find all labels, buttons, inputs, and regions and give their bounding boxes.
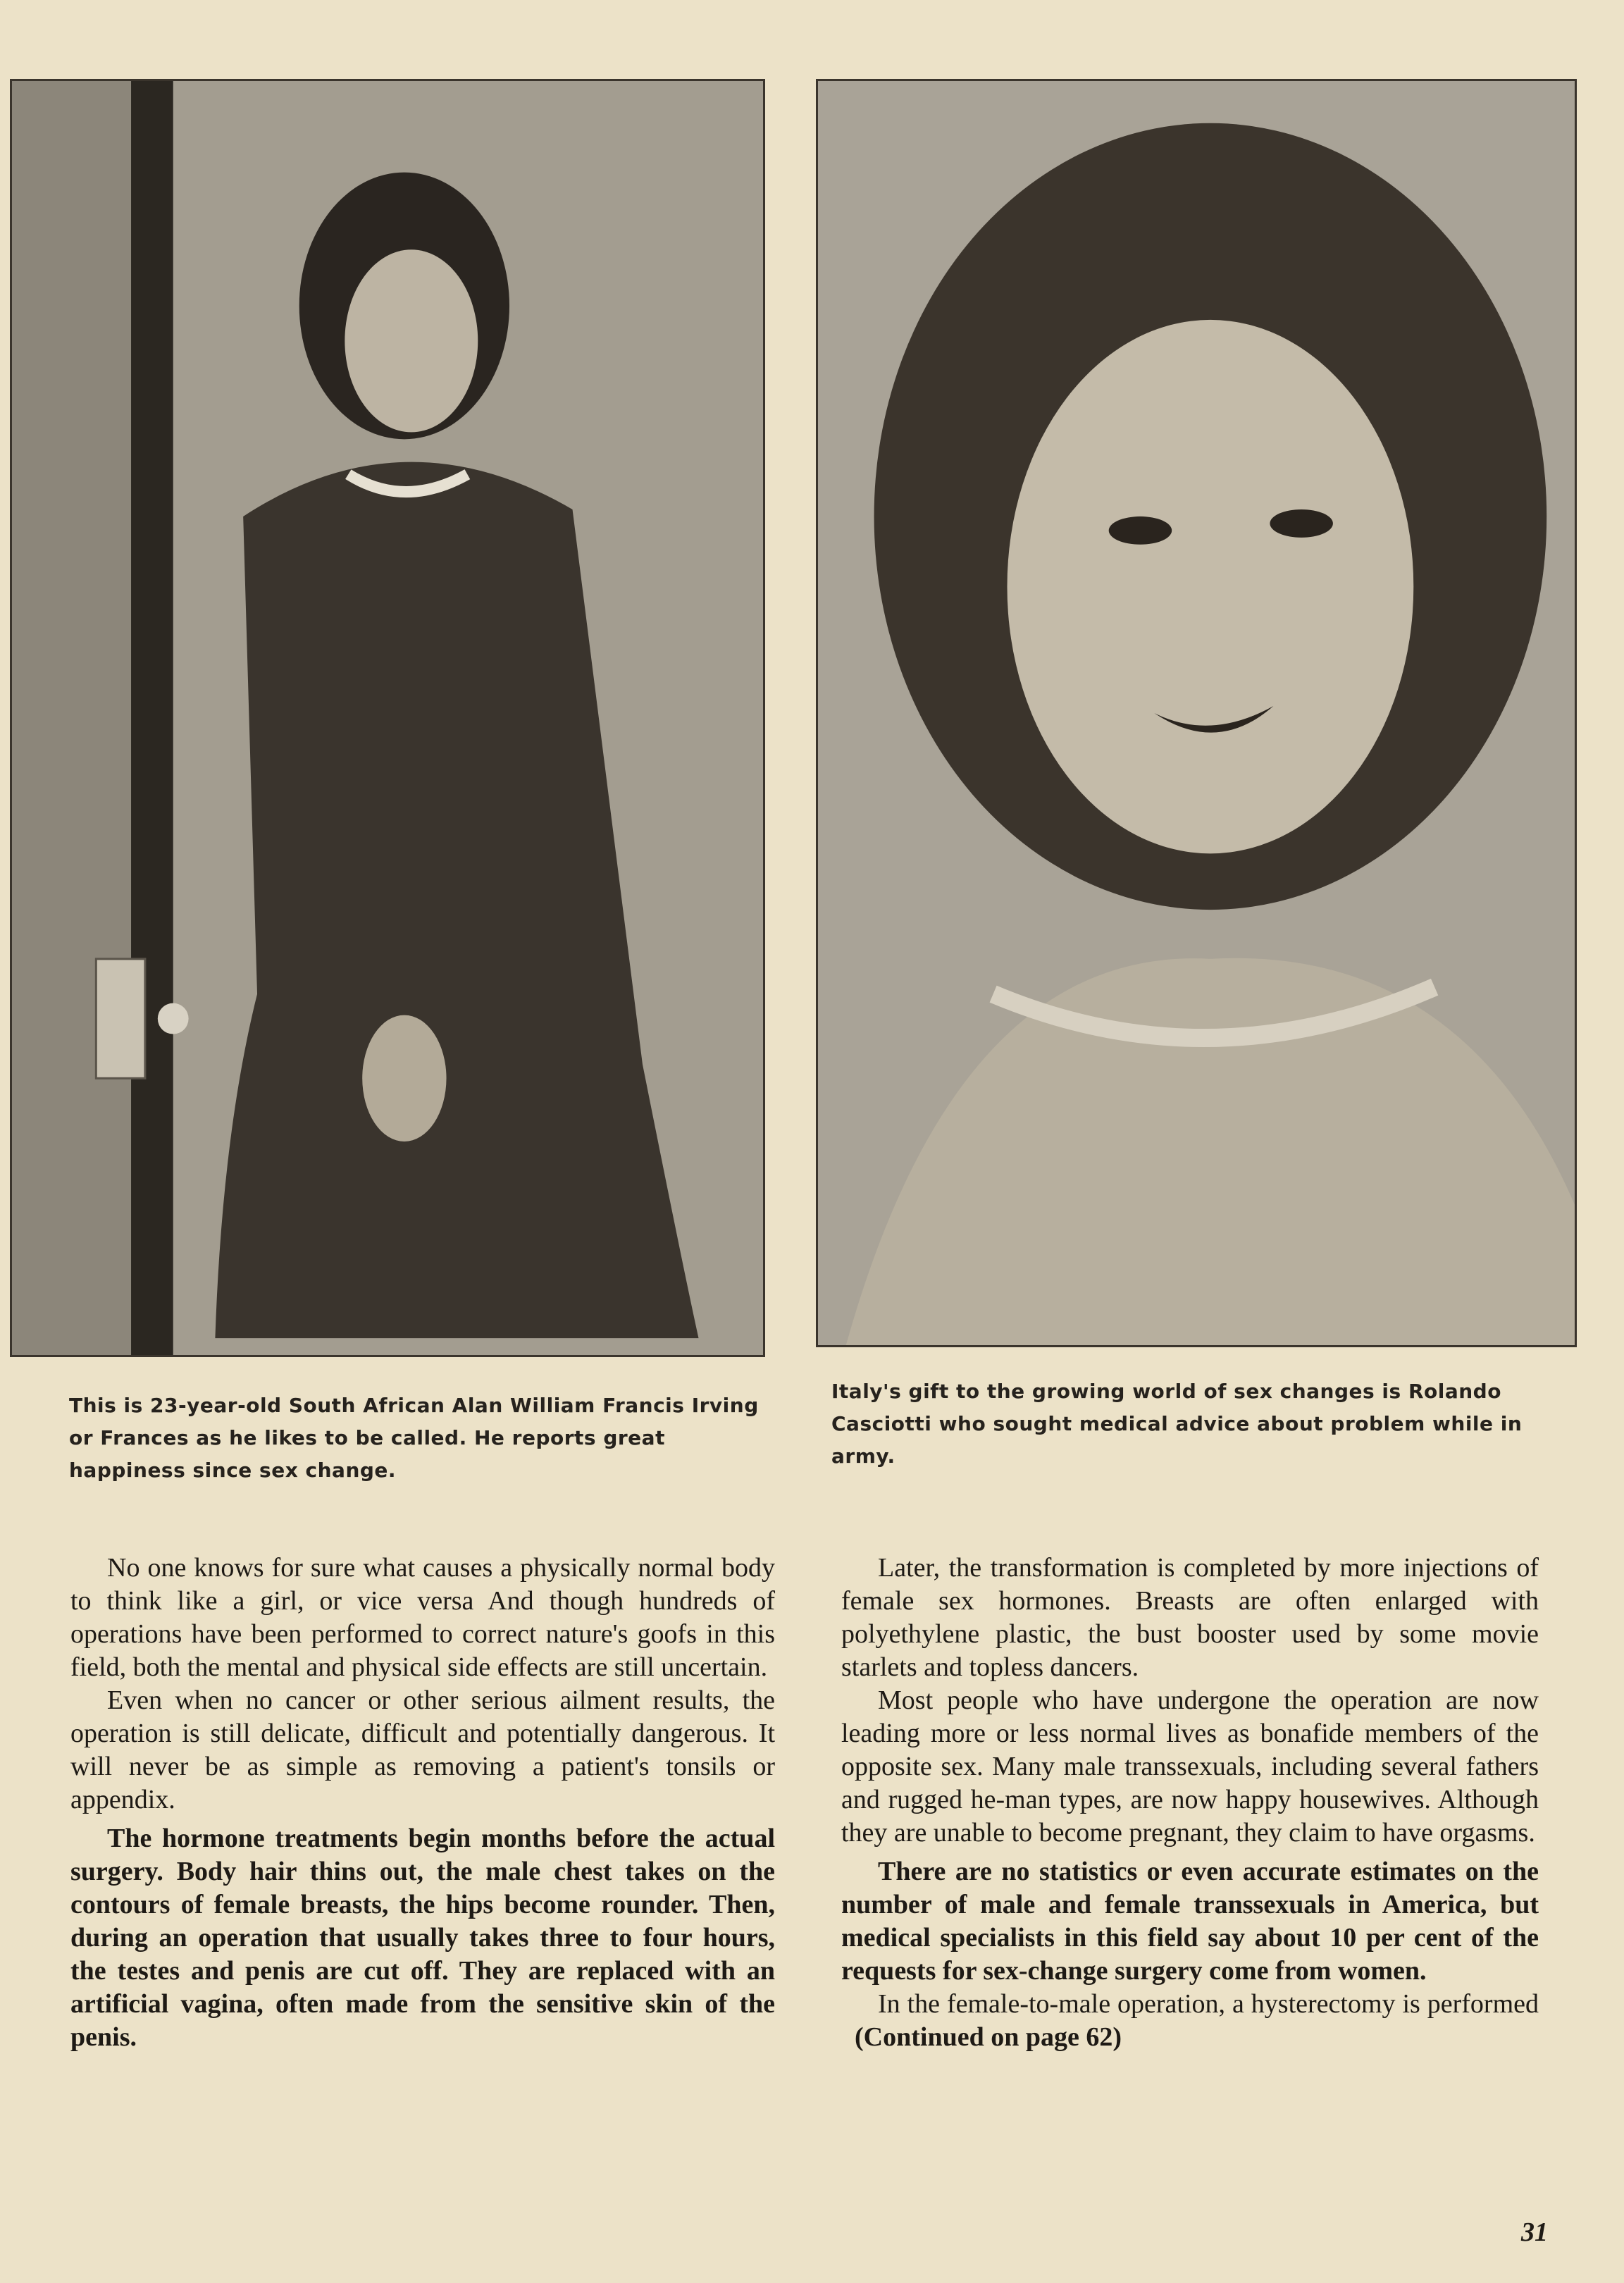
paragraph-bold: There are no statistics or even accurate estimates on the number of male and female transsexuals in America, but medical specialists in this field say about 10 per cent of the requests for sex-change surgery come from women.: [841, 1857, 1539, 1986]
paragraph-bold: The hormone treatments begin months before the actual surgery. Body hair thins out, the male chest takes on the contours of female breasts, the hips become rounder. Then, during an operation that usually takes three to four hours, the testes and penis are cut off. They are replaced with an artificial vagina, often made from the sensitive skin of the penis.: [70, 1824, 775, 2052]
photo-rolando-casciotti: [816, 79, 1577, 1347]
paragraph: Later, the transformation is completed by more injections of female sex hormones. Breasts are often enlarged with polyethylene plastic, the bust booster used by some movie starlets and topless dancers.: [841, 1553, 1539, 1682]
final-paragraph-text: In the female-to-male operation, a hysterectomy is performed: [878, 1989, 1539, 2019]
photo-frances-irving: [10, 79, 765, 1357]
paragraph: No one knows for sure what causes a physically normal body to think like a girl, or vice versa And though hundreds of operations have been performed to correct nature's goofs in this field, both the mental and physical side effects are still uncertain.: [70, 1553, 775, 1682]
continued-note: (Continued on page 62): [855, 2022, 1122, 2052]
paragraph-final: [841, 1988, 1539, 2054]
article-column-left: [70, 1552, 775, 2054]
article-column-right: [841, 1552, 1539, 2054]
paragraph: Most people who have undergone the operation are now leading more or less normal lives as bonafide members of the opposite sex. Many male transsexuals, including several fathers and rugged he-man types, are now happy housewives. Although they are unable to become pregnant, they claim to have orgasms.: [841, 1685, 1539, 1848]
caption-right: Italy's gift to the growing world of sex changes is Rolando Casciotti who sought medical advice about problem while in army.: [831, 1380, 1523, 1468]
paragraph: Even when no cancer or other serious ailment results, the operation is still delicate, difficult and potentially dangerous. It will never be as simple as removing a patient's tonsils or appendix.: [70, 1685, 775, 1814]
caption-left: This is 23-year-old South African Alan William Francis Irving or Frances as he likes to be called. He reports great happiness since sex change.: [69, 1394, 759, 1482]
page-number: 31: [1521, 2217, 1548, 2247]
